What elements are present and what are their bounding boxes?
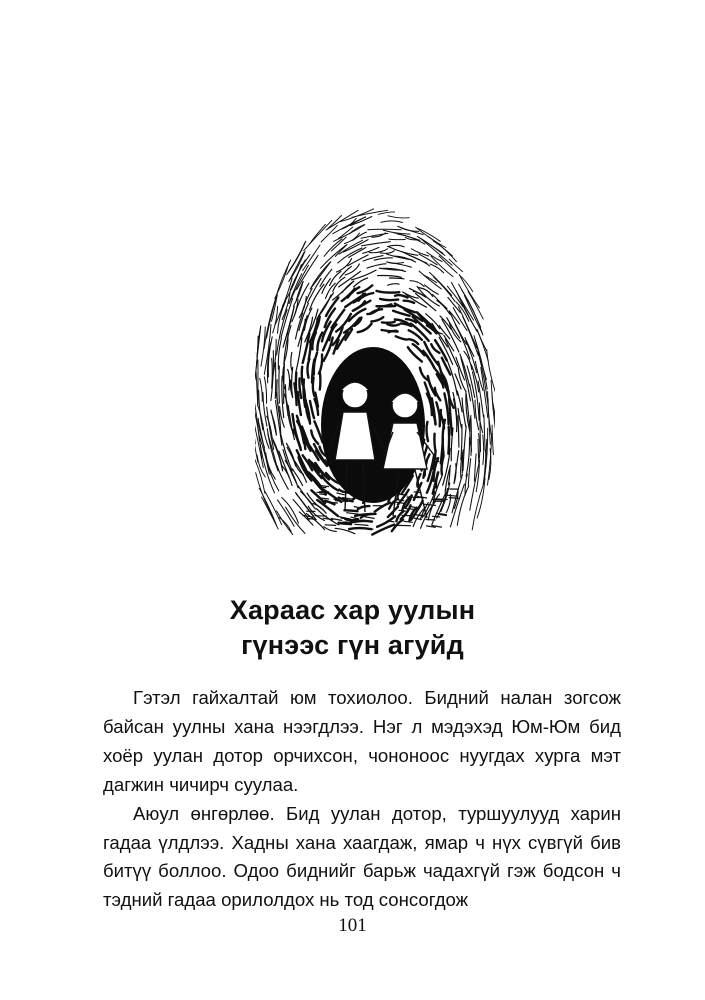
hatch-stroke bbox=[339, 523, 351, 524]
hatch-stroke bbox=[299, 378, 301, 398]
hatch-stroke bbox=[374, 258, 392, 260]
hatch-stroke bbox=[377, 291, 400, 293]
hatch-stroke bbox=[380, 299, 398, 300]
hatch-stroke bbox=[307, 359, 309, 378]
hatch-stroke bbox=[310, 284, 325, 310]
ground-stroke bbox=[399, 510, 407, 511]
hatch-stroke bbox=[310, 401, 314, 418]
hatch-stroke bbox=[264, 377, 266, 403]
ground-stroke bbox=[351, 517, 359, 519]
hatch-stroke bbox=[388, 284, 399, 286]
hatch-stroke bbox=[340, 266, 352, 278]
page-number: 101 bbox=[338, 915, 367, 936]
hatch-stroke bbox=[319, 354, 322, 373]
hatch-stroke bbox=[311, 430, 318, 444]
hatch-stroke bbox=[344, 510, 357, 511]
hatch-stroke bbox=[371, 317, 383, 321]
hatch-stroke bbox=[372, 525, 394, 535]
hatch-stroke bbox=[425, 285, 439, 294]
hatch-stroke bbox=[382, 322, 395, 323]
hatch-stroke bbox=[395, 295, 408, 297]
ground-stroke bbox=[437, 513, 447, 514]
ground-stroke bbox=[325, 525, 336, 526]
ground-stroke bbox=[339, 517, 345, 518]
hatch-stroke bbox=[267, 297, 277, 338]
hatch-stroke bbox=[389, 239, 405, 240]
hatch-stroke bbox=[285, 385, 288, 415]
ground-stroke bbox=[354, 507, 360, 508]
hatch-stroke bbox=[427, 422, 428, 441]
hatch-stroke bbox=[288, 369, 290, 390]
hatch-stroke bbox=[434, 277, 456, 302]
ground-stroke bbox=[365, 517, 374, 519]
hatch-stroke bbox=[470, 384, 475, 418]
hatch-stroke bbox=[487, 350, 495, 395]
hatch-stroke bbox=[474, 336, 486, 380]
hatch-stroke bbox=[430, 272, 452, 295]
ground-stroke bbox=[326, 502, 338, 503]
hatch-stroke bbox=[417, 228, 440, 241]
hatch-stroke bbox=[349, 248, 366, 258]
hatch-stroke bbox=[478, 439, 479, 462]
hatch-stroke bbox=[358, 324, 372, 333]
hatch-stroke bbox=[375, 503, 391, 512]
body-text bbox=[103, 684, 621, 915]
hatch-stroke bbox=[462, 398, 466, 427]
ground-stroke bbox=[347, 513, 360, 515]
ground-stroke bbox=[407, 497, 420, 498]
paragraph-1: Гэтэл гайхалтай юм тохиолоо. Бидний налан зогсож байсан уулны хана нээгдлээ. Нэг л мэдэхэд Юм-Юм бид хоёр уулан дотор орчихсон, чононоос нуугдах хурга мэт дагжин чичирч суулаа. bbox=[103, 687, 621, 795]
ground-stroke bbox=[404, 521, 412, 522]
hatch-stroke bbox=[437, 301, 450, 315]
chapter-title-line-1: Хараас хар уулын bbox=[229, 595, 476, 625]
hatch-stroke bbox=[442, 456, 444, 475]
hatch-stroke bbox=[278, 500, 295, 526]
hatch-stroke bbox=[320, 372, 321, 389]
ground-stroke bbox=[433, 500, 446, 501]
hatch-stroke bbox=[458, 416, 459, 447]
hatch-stroke bbox=[433, 294, 447, 308]
hatch-stroke bbox=[457, 486, 468, 525]
hatch-stroke bbox=[260, 379, 263, 402]
hatch-stroke bbox=[302, 367, 303, 385]
hatch-stroke bbox=[492, 425, 493, 455]
hatch-stroke bbox=[309, 343, 311, 359]
hatch-stroke bbox=[324, 527, 337, 532]
hatch-stroke bbox=[417, 286, 439, 306]
hatch-stroke bbox=[316, 509, 338, 525]
hatch-stroke bbox=[448, 427, 449, 454]
hatch-stroke bbox=[367, 264, 386, 268]
hatch-stroke bbox=[455, 324, 470, 359]
ground-stroke bbox=[355, 524, 368, 525]
hatch-stroke bbox=[435, 388, 440, 401]
hatch-stroke bbox=[410, 281, 424, 287]
hatch-stroke bbox=[291, 353, 292, 371]
hatch-stroke bbox=[298, 316, 307, 347]
hatch-stroke bbox=[368, 229, 401, 230]
hatch-stroke bbox=[390, 278, 405, 279]
hatch-stroke bbox=[396, 336, 407, 339]
cave-tunnel-children-illustration bbox=[255, 140, 495, 560]
hatch-stroke bbox=[404, 301, 415, 303]
ground-stroke bbox=[337, 493, 344, 495]
hatch-stroke bbox=[388, 245, 405, 247]
hatch-stroke bbox=[425, 353, 435, 368]
chapter-title-line-2: гүнээс гүн агуйд bbox=[241, 630, 464, 660]
ground-stroke bbox=[315, 516, 327, 517]
hatch-stroke bbox=[430, 264, 444, 273]
hatch-stroke bbox=[463, 426, 466, 470]
hatch-stroke bbox=[272, 358, 273, 388]
hatch-stroke bbox=[427, 394, 432, 416]
hatch-stroke bbox=[436, 402, 440, 426]
hatch-stroke bbox=[367, 309, 379, 314]
hatch-stroke bbox=[326, 210, 358, 230]
hatch-stroke bbox=[378, 275, 402, 277]
hatch-stroke bbox=[381, 221, 403, 223]
ground-stroke bbox=[449, 498, 459, 499]
hatch-stroke bbox=[314, 353, 317, 375]
hatch-stroke bbox=[423, 275, 436, 283]
hatch-stroke bbox=[387, 324, 399, 326]
ground-stroke bbox=[446, 495, 458, 496]
ground-stroke bbox=[432, 516, 439, 517]
hatch-stroke bbox=[359, 293, 374, 301]
ground-stroke bbox=[426, 520, 435, 521]
hatch-stroke bbox=[362, 242, 391, 246]
hatch-stroke bbox=[378, 212, 395, 214]
hatch-stroke bbox=[434, 434, 435, 450]
hatch-stroke bbox=[483, 435, 484, 465]
hatch-stroke bbox=[353, 278, 367, 287]
hatch-stroke bbox=[271, 410, 276, 434]
hatch-stroke bbox=[388, 216, 409, 218]
paragraph-2: Аюул өнгөрлөө. Бид уулан дотор, туршуулууд харин гадаа үлдлээ. Хадны хана хаагдаж, ямар ч нүх сүвгүй бив битүү боллоо. Одоо биднийг барьж чадахгүй гэж бодсон ч тэдний гадаа орилолдох нь тод сонсогдож bbox=[103, 802, 621, 911]
